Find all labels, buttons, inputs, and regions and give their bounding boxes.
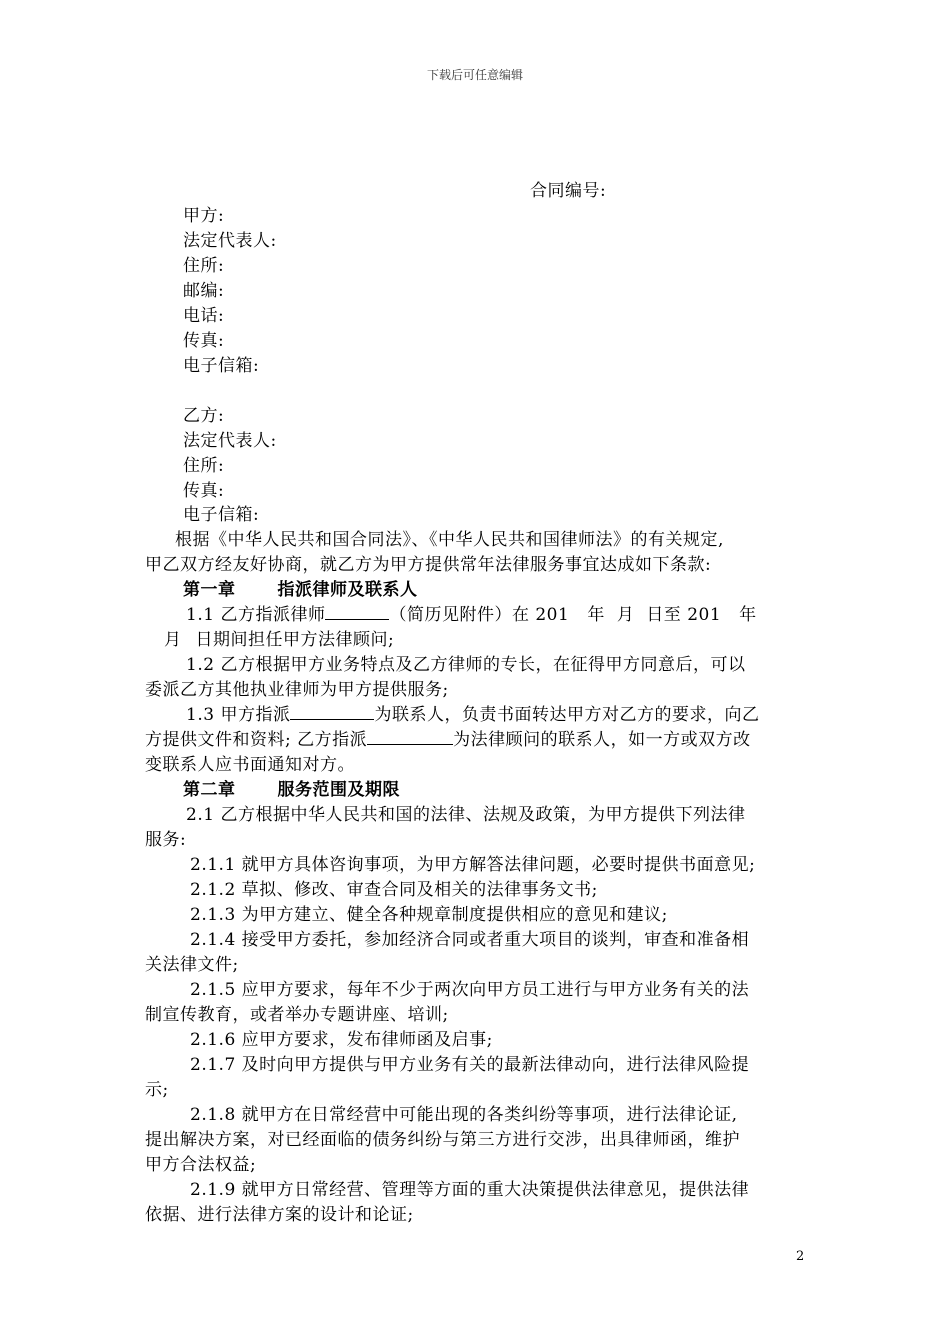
clause-1-1-text-e: 日至 201: [646, 605, 722, 625]
clause-1-1-text-h: 日期间担任甲方法律顾问;: [195, 630, 395, 650]
clause-2-1-8-line-3: 甲方合法权益;: [145, 1155, 257, 1175]
clause-2-1-8-line-1: 2.1.8 就甲方在日常经营中可能出现的各类纠纷等事项，进行法律论证,: [190, 1105, 738, 1125]
page-number: 2: [796, 1249, 805, 1264]
chapter-1-number: 第一章: [183, 580, 236, 600]
preamble-line-1: 根据《中华人民共和国合同法》、《中华人民共和国律师法》的有关规定,: [175, 530, 724, 550]
clause-2-1-5-line-2: 制宣传教育，或者举办专题讲座、培训;: [145, 1005, 449, 1025]
clause-1-1-text-b: （简历见附件）在 201: [389, 605, 570, 625]
clause-2-1-4-line-1: 2.1.4 接受甲方委托，参加经济合同或者重大项目的谈判，审查和准备相: [190, 930, 750, 950]
chapter-2-title: 服务范围及期限: [277, 780, 400, 800]
page-header-note: 下载后可任意编辑: [426, 68, 523, 82]
chapter-2-number: 第二章: [183, 780, 236, 800]
party-b-address-label: 住所:: [183, 456, 225, 476]
clause-2-1-line-2: 服务:: [145, 830, 187, 850]
clause-1-2-line-2: 委派乙方其他执业律师为甲方提供服务;: [145, 680, 449, 700]
clause-2-1-7-line-2: 示;: [145, 1080, 169, 1100]
clause-1-3-text-c: 方提供文件和资料; 乙方指派: [145, 730, 368, 750]
blank-party-a-contact: [290, 705, 374, 720]
blank-lawyer-name: [325, 605, 389, 620]
party-a-label: 甲方:: [183, 206, 225, 226]
clause-2-1-5-line-1: 2.1.5 应甲方要求，每年不少于两次向甲方员工进行与甲方业务有关的法: [190, 980, 750, 1000]
party-a-postcode-label: 邮编:: [183, 281, 225, 301]
party-a-fax-label: 传真:: [183, 331, 225, 351]
clause-2-1-4-line-2: 关法律文件;: [145, 955, 239, 975]
clause-1-3-text-d: 为法律顾问的联系人，如一方或双方改: [453, 730, 751, 750]
clause-1-1-month-1: 月: [616, 605, 635, 625]
clause-1-1-line-2: [164, 625, 394, 650]
clause-2-1-7-line-1: 2.1.7 及时向甲方提供与甲方业务有关的最新法律动向，进行法律风险提: [190, 1055, 750, 1075]
party-a-legal-rep-label: 法定代表人:: [183, 231, 277, 251]
blank-party-b-contact: [367, 730, 453, 745]
clause-2-1-1: 2.1.1 就甲方具体咨询事项，为甲方解答法律问题，必要时提供书面意见;: [190, 855, 756, 875]
clause-2-1-line-1: 2.1 乙方根据中华人民共和国的法律、法规及政策，为甲方提供下列法律: [186, 805, 746, 825]
party-b-label: 乙方:: [183, 406, 225, 426]
chapter-1-title: 指派律师及联系人: [277, 580, 418, 600]
clause-1-3-line-1: [186, 700, 759, 725]
party-a-phone-label: 电话:: [183, 306, 225, 326]
clause-1-3-text-a: 1.3 甲方指派: [186, 705, 291, 725]
chapter-1-heading: [183, 575, 418, 600]
clause-2-1-9-line-2: 依据、进行法律方案的设计和论证;: [145, 1205, 414, 1225]
clause-2-1-8-line-2: 提出解决方案，对已经面临的债务纠纷与第三方进行交涉，出具律师函，维护: [145, 1130, 740, 1150]
party-b-fax-label: 传真:: [183, 481, 225, 501]
clause-1-1-text-a: 1.1 乙方指派律师: [186, 605, 326, 625]
clause-1-2-line-1: 1.2 乙方根据甲方业务特点及乙方律师的专长，在征得甲方同意后，可以: [186, 655, 746, 675]
clause-1-1-line-1: [186, 600, 757, 625]
contract-number-label: 合同编号:: [530, 181, 607, 201]
clause-2-1-3: 2.1.3 为甲方建立、健全各种规章制度提供相应的意见和建议;: [190, 905, 668, 925]
clause-2-1-9-line-1: 2.1.9 就甲方日常经营、管理等方面的重大决策提供法律意见，提供法律: [190, 1180, 750, 1200]
clause-2-1-6: 2.1.6 应甲方要求，发布律师函及启事;: [190, 1030, 493, 1050]
clause-1-1-year-1: 年: [587, 605, 605, 625]
clause-2-1-2: 2.1.2 草拟、修改、审查合同及相关的法律事务文书;: [190, 880, 598, 900]
chapter-2-heading: [183, 775, 400, 800]
clause-1-1-year-2: 年: [739, 605, 757, 625]
party-b-email-label: 电子信箱:: [183, 505, 260, 525]
clause-1-1-month-2: 月: [164, 630, 182, 650]
party-a-email-label: 电子信箱:: [183, 356, 260, 376]
clause-1-3-text-b: 为联系人，负责书面转达甲方对乙方的要求，向乙: [374, 705, 760, 725]
party-b-legal-rep-label: 法定代表人:: [183, 431, 277, 451]
party-a-address-label: 住所:: [183, 256, 225, 276]
preamble-line-2: 甲乙双方经友好协商，就乙方为甲方提供常年法律服务事宜达成如下条款:: [145, 555, 712, 575]
clause-1-3-line-3: 变联系人应书面通知对方。: [145, 755, 355, 775]
clause-1-3-line-2: [145, 725, 751, 750]
